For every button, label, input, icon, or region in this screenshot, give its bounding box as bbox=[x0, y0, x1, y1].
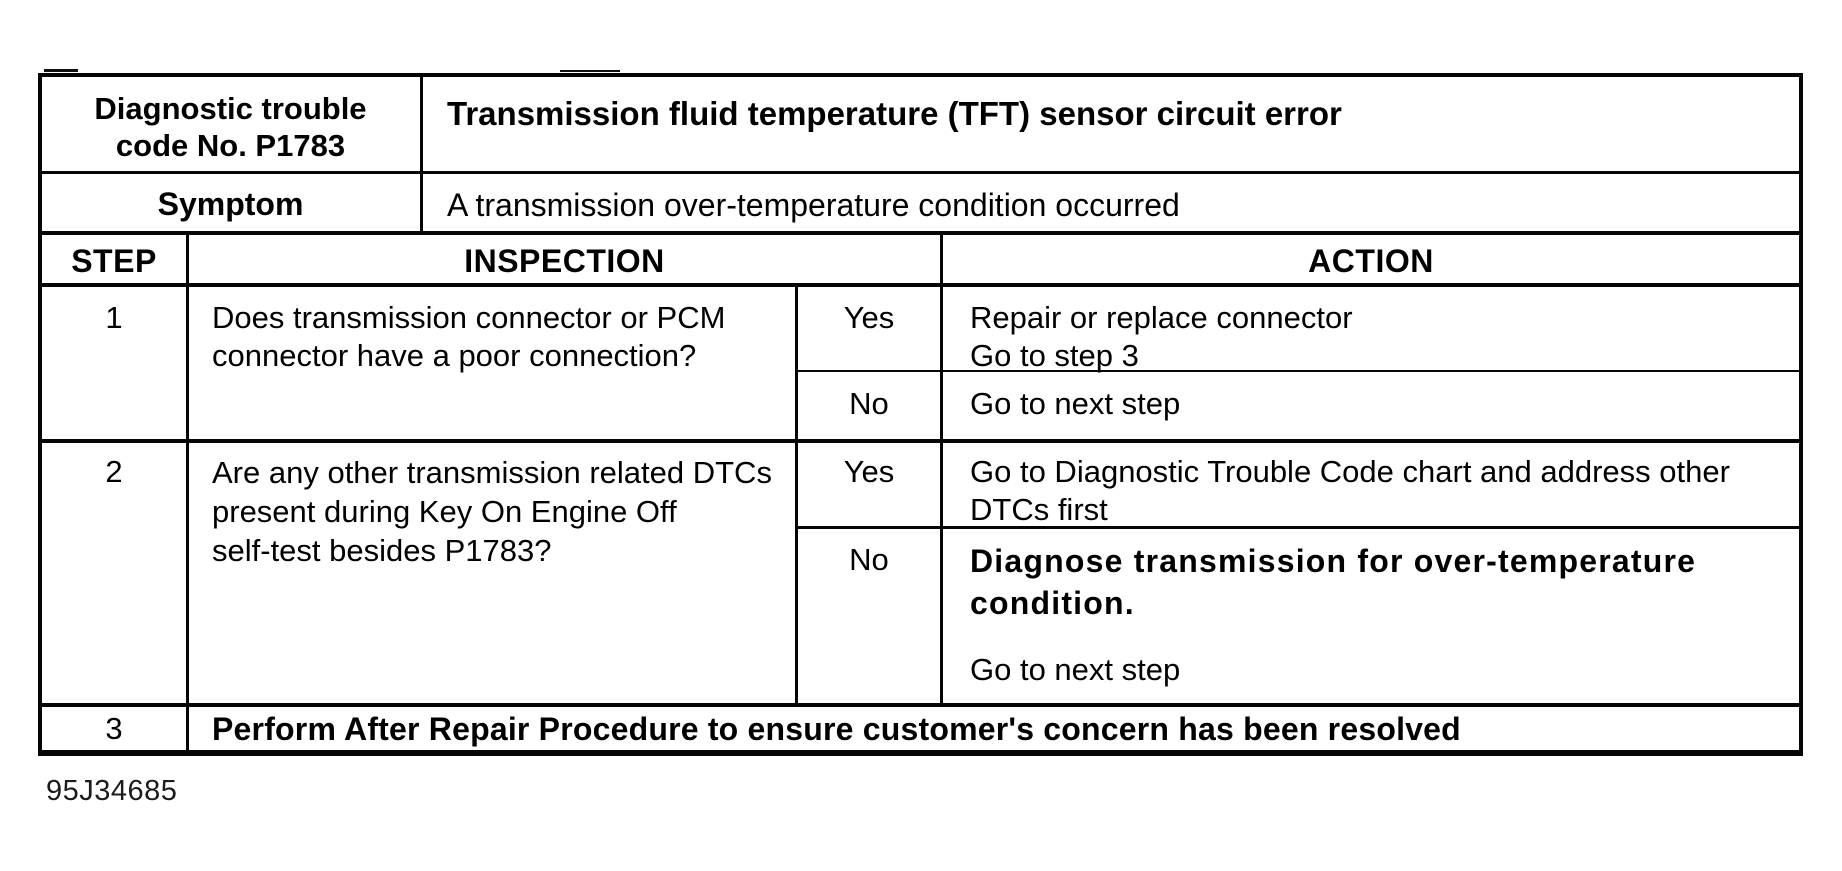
divider-header-body bbox=[38, 283, 1803, 287]
vline-action-column bbox=[940, 231, 943, 707]
step1-inspection bbox=[212, 299, 725, 375]
vline-dtc-label bbox=[420, 73, 423, 234]
table-border-left bbox=[38, 73, 42, 756]
figure-code: 95J34685 bbox=[46, 775, 178, 807]
step2-no-label: No bbox=[849, 542, 889, 577]
dtc-title: Transmission fluid temperature (TFT) sensor circuit error bbox=[447, 95, 1342, 132]
step1-inspection-line2: connector have a poor connection? bbox=[212, 338, 697, 373]
symptom-text: A transmission over-temperature condition occurred bbox=[447, 187, 1180, 223]
step2-yes-action-line1: Go to Diagnostic Trouble Code chart and address other bbox=[970, 454, 1730, 489]
scan-artifact bbox=[560, 70, 620, 72]
step2-no-action-followup: Go to next step bbox=[970, 652, 1181, 687]
step1-yes-action-line2: Go to step 3 bbox=[970, 338, 1139, 373]
step1-yes-label: Yes bbox=[843, 300, 895, 335]
step2-inspection-line1: Are any other transmission related DTCs bbox=[212, 455, 772, 490]
step2-no-action-emphasis bbox=[970, 540, 1696, 624]
table-border-bottom bbox=[38, 750, 1803, 756]
symptom-label: Symptom bbox=[157, 186, 304, 222]
step3-number: 3 bbox=[105, 711, 123, 746]
table-border-top bbox=[38, 73, 1803, 77]
divider-symptom-header bbox=[38, 231, 1803, 235]
dtc-code-label-line1: Diagnostic trouble bbox=[94, 91, 367, 126]
step2-yes-label: Yes bbox=[843, 454, 895, 489]
step2-inspection bbox=[212, 453, 772, 570]
step2-inspection-line3: self-test besides P1783? bbox=[212, 533, 552, 568]
scan-artifact bbox=[44, 69, 78, 72]
dtc-code-label-line2: code No. P1783 bbox=[115, 128, 346, 163]
step2-number: 2 bbox=[105, 454, 123, 489]
step1-yes-action bbox=[970, 299, 1353, 375]
step1-no-label: No bbox=[849, 386, 889, 421]
step2-inspection-line2: present during Key On Engine Off bbox=[212, 494, 677, 529]
step3-action-text: Perform After Repair Procedure to ensure customer's concern has been resolved bbox=[212, 711, 1461, 747]
vline-yesno-column bbox=[795, 283, 798, 707]
step2-no-action-emphasis-line1: Diagnose transmission for over-temperature bbox=[970, 543, 1697, 579]
divider-step1-step2 bbox=[38, 439, 1803, 443]
step2-yes-action bbox=[970, 453, 1730, 529]
step1-no-action: Go to next step bbox=[970, 386, 1181, 421]
step2-yes-action-line2: DTCs first bbox=[970, 492, 1108, 527]
column-header-action: ACTION bbox=[1308, 243, 1434, 279]
divider-dtc-symptom bbox=[38, 171, 1803, 174]
table-border-right bbox=[1799, 73, 1803, 756]
divider-step2-step3 bbox=[38, 703, 1803, 707]
column-header-inspection: INSPECTION bbox=[464, 243, 665, 279]
column-header-step: STEP bbox=[71, 243, 157, 279]
step1-number: 1 bbox=[105, 300, 123, 335]
step1-inspection-line1: Does transmission connector or PCM bbox=[212, 300, 726, 335]
vline-step-column bbox=[186, 231, 189, 756]
step1-yes-action-line1: Repair or replace connector bbox=[970, 300, 1353, 335]
dtc-code-label bbox=[48, 90, 413, 164]
step2-no-action-emphasis-line2: condition. bbox=[970, 585, 1135, 621]
